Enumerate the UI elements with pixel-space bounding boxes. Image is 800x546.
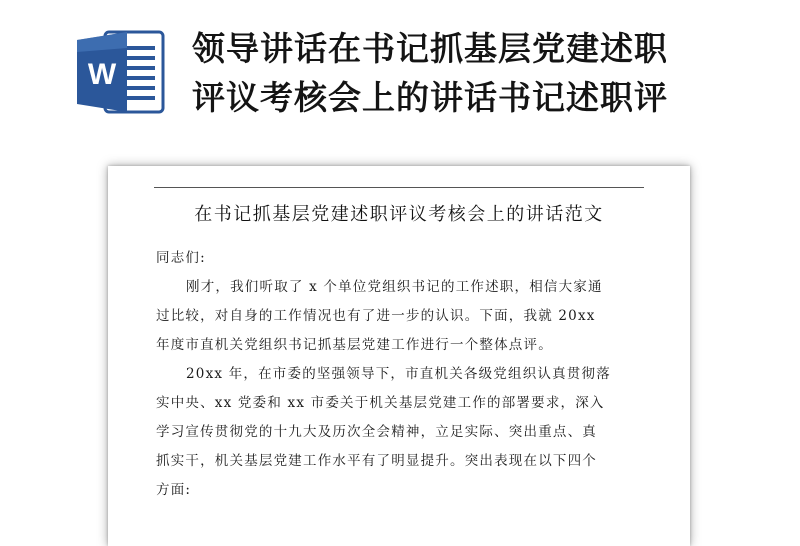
header-rule (154, 187, 644, 188)
body-line: 刚才，我们听取了 x 个单位党组织书记的工作述职，相信大家通 (186, 279, 603, 295)
document-body (156, 244, 642, 505)
body-line: 抓实干，机关基层党建工作水平有了明显提升。突出表现在以下四个 (156, 453, 597, 469)
document-title: 在书记抓基层党建述职评议考核会上的讲话范文 (194, 204, 604, 225)
word-document-icon (75, 28, 165, 116)
banner-header (0, 0, 800, 150)
body-line: 学习宣传贯彻党的十九大及历次全会精神，立足实际、突出重点、真 (156, 424, 597, 440)
page-title (192, 24, 792, 122)
title-line-1: 领导讲话在书记抓基层党建述职 (192, 29, 668, 68)
body-line: 方面: (156, 482, 192, 498)
body-line: 同志们: (156, 250, 206, 266)
body-line: 20xx 年，在市委的坚强领导下，市直机关各级党组织认真贯彻落 (186, 366, 611, 382)
word-icon-letter: W (87, 58, 117, 91)
title-line-2: 评议考核会上的讲话书记述职评 (192, 78, 668, 117)
body-line: 年度市直机关党组织书记抓基层党建工作进行一个整体点评。 (156, 337, 553, 353)
body-line: 实中央、xx 党委和 xx 市委关于机关基层党建工作的部署要求，深入 (156, 395, 605, 411)
body-line: 过比较，对自身的工作情况也有了进一步的认识。下面，我就 20xx (156, 308, 596, 324)
